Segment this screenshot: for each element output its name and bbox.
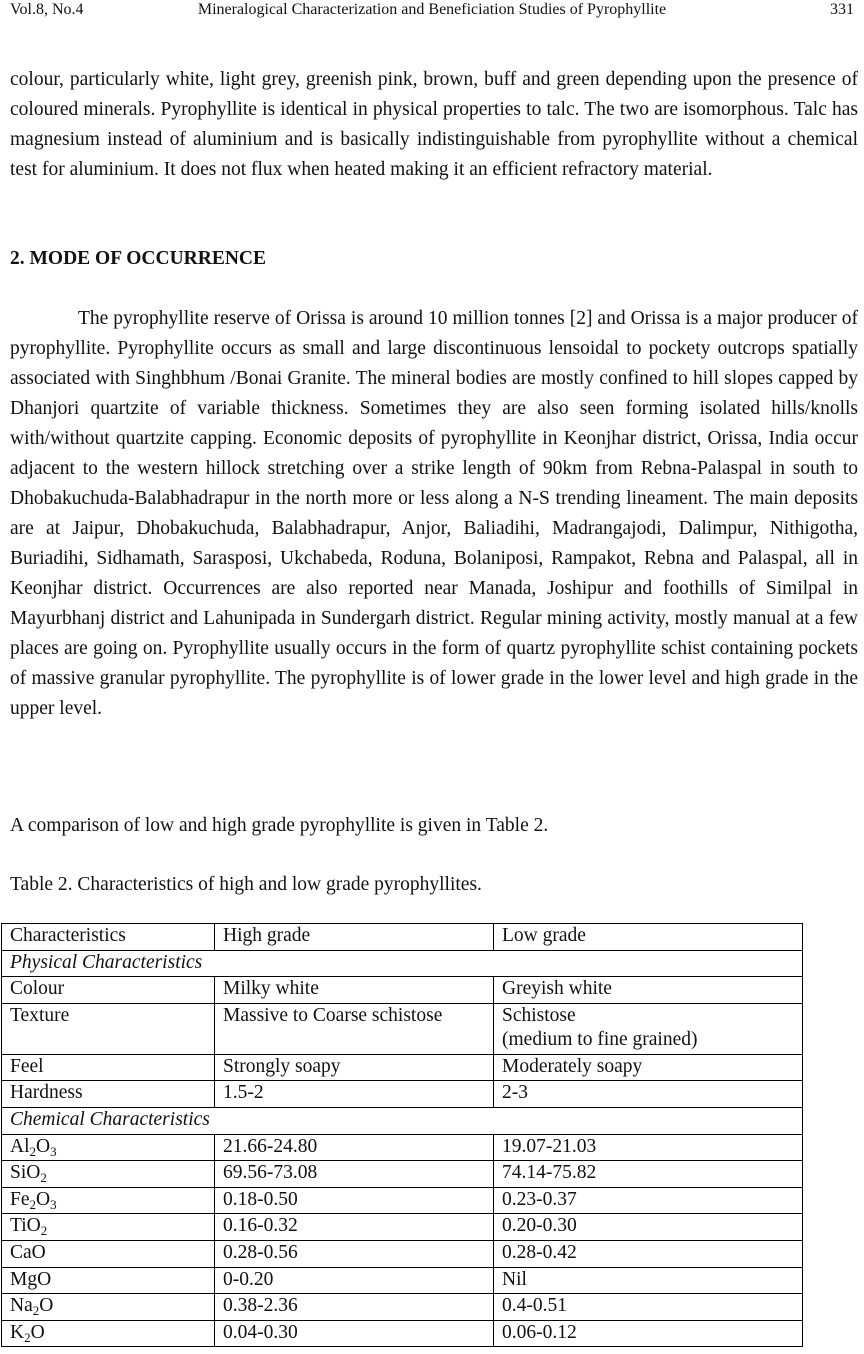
table-row — [2, 1240, 803, 1267]
header-cell-high-grade: High grade — [215, 924, 494, 951]
low-grade-value: 2-3 — [494, 1081, 803, 1108]
row-label: Colour — [2, 977, 215, 1004]
low-grade-value: 0.4-0.51 — [494, 1294, 803, 1321]
low-grade-value — [494, 1003, 803, 1054]
table-row — [2, 1320, 803, 1347]
low-grade-value-line1: Schistose — [502, 1004, 576, 1026]
row-label-formula: SiO$_2$ — [2, 1161, 215, 1188]
occurrence-paragraph: The pyrophyllite reserve of Orissa is around 10 million tonnes [2] and Orissa is a major producer of pyrophyllite. Pyrophyllite occurs as small and large discontinuous lensoidal to pockety outcrops spatially associated with Singhbhum /Bonai Granite. The mineral bodies are mostly confined to hill slopes capped by Dhanjori quartzite of variable thickness. Sometimes they are also seen forming isolated hills/knolls with/without quartzite capping. Economic deposits of pyrophyllite in Keonjhar district, Orissa, India occur adjacent to the western hillock stretching over a strike length of 90km from Rebna-Palaspal in south to Dhobakuchuda-Balabhadrapur in the north more or less along a N-S trending lineament. The main deposits are at Jaipur, Dhobakuchuda, Balabhadrapur, Anjor, Baliadihi, Madrangajodi, Dalimpur, Nithigotha, Buriadihi, Sidhamath, Sarasposi, Ukchabeda, Roduna, Bolaniposi, Rampakot, Rebna and Palaspal, all in Keonjhar district. Occurrences are also reported near Manada, Joshipur and foothills of Similpal in Mayurbhanj district and Lahunipada in Sundergarh district. Regular mining activity, mostly manual at a few places are going on. Pyrophyllite usually occurs in the form of quartz pyrophyllite schist containing pockets of massive granular pyrophyllite. The pyrophyllite is of lower grade in the lower level and high grade in the upper level. — [10, 308, 858, 719]
low-grade-value: 74.14-75.82 — [494, 1161, 803, 1188]
high-grade-value: 0.04-0.30 — [215, 1320, 494, 1347]
high-grade-value: Massive to Coarse schistose — [215, 1003, 494, 1054]
intro-paragraph: colour, particularly white, light grey, greenish pink, brown, buff and green depending upon the presence of coloured minerals. Pyrophyllite is identical in physical properties to talc. The two are isomorphous. Talc has magnesium instead of aluminium and is basically indistinguishable from pyrophyllite without a chemical test for aluminium. It does not flux when heated making it an efficient refractory material. — [10, 69, 858, 180]
low-grade-value: 19.07-21.03 — [494, 1134, 803, 1161]
row-label: Texture — [2, 1003, 215, 1054]
table-row — [2, 977, 803, 1004]
low-grade-value: 0.23-0.37 — [494, 1187, 803, 1214]
table-row — [2, 1161, 803, 1188]
low-grade-value: Greyish white — [494, 977, 803, 1004]
chemical-section-label: Chemical Characteristics — [2, 1107, 803, 1134]
row-label: Hardness — [2, 1081, 215, 1108]
row-label-formula: $Na_2O$ — [2, 1294, 215, 1321]
header-cell-characteristics: Characteristics — [2, 924, 215, 951]
low-grade-value: Nil — [494, 1267, 803, 1294]
section-row-physical — [2, 950, 803, 977]
section-heading: 2. MODE OF OCCURRENCE — [10, 248, 267, 269]
section-row-chemical — [2, 1107, 803, 1134]
table-row — [2, 1134, 803, 1161]
high-grade-value: Milky white — [215, 977, 494, 1004]
high-grade-value: 0.38-2.36 — [215, 1294, 494, 1321]
table-row — [2, 1187, 803, 1214]
table-caption: Table 2. Characteristics of high and low grade pyrophyllites. — [10, 874, 482, 895]
row-label-formula: $K_2O$ — [2, 1320, 215, 1347]
table-row — [2, 1294, 803, 1321]
low-grade-value: 0.28-0.42 — [494, 1240, 803, 1267]
row-label-formula: $Al_2O_3$ — [2, 1134, 215, 1161]
running-header — [10, 0, 854, 24]
low-grade-value: 0.06-0.12 — [494, 1320, 803, 1347]
high-grade-value: 0.16-0.32 — [215, 1214, 494, 1241]
characteristics-table — [1, 923, 803, 1347]
journal-volume: Vol.8, No.4 — [10, 1, 84, 18]
low-grade-value: 0.20-0.30 — [494, 1214, 803, 1241]
high-grade-value: 0-0.20 — [215, 1267, 494, 1294]
row-label-formula: TiO$_2$ — [2, 1214, 215, 1241]
high-grade-value: 0.28-0.56 — [215, 1240, 494, 1267]
high-grade-value: 0.18-0.50 — [215, 1187, 494, 1214]
row-label-formula: MgO — [2, 1267, 215, 1294]
table-row — [2, 1081, 803, 1108]
physical-section-label: Physical Characteristics — [2, 950, 803, 977]
table-row — [2, 1054, 803, 1081]
row-label: Feel — [2, 1054, 215, 1081]
row-label-formula: CaO — [2, 1240, 215, 1267]
table-row — [2, 1003, 803, 1054]
table-header-row — [2, 924, 803, 951]
header-cell-low-grade: Low grade — [494, 924, 803, 951]
high-grade-value: 1.5-2 — [215, 1081, 494, 1108]
low-grade-value: Moderately soapy — [494, 1054, 803, 1081]
table-row — [2, 1214, 803, 1241]
high-grade-value: 21.66-24.80 — [215, 1134, 494, 1161]
high-grade-value: 69.56-73.08 — [215, 1161, 494, 1188]
row-label-formula: $Fe_2O_3$ — [2, 1187, 215, 1214]
page-number: 331 — [830, 1, 854, 18]
running-title: Mineralogical Characterization and Beneficiation Studies of Pyrophyllite — [197, 1, 667, 18]
low-grade-value-line2: (medium to fine grained) — [502, 1028, 698, 1050]
table-row — [2, 1267, 803, 1294]
high-grade-value: Strongly soapy — [215, 1054, 494, 1081]
comparison-sentence: A comparison of low and high grade pyrophyllite is given in Table 2. — [10, 815, 549, 836]
